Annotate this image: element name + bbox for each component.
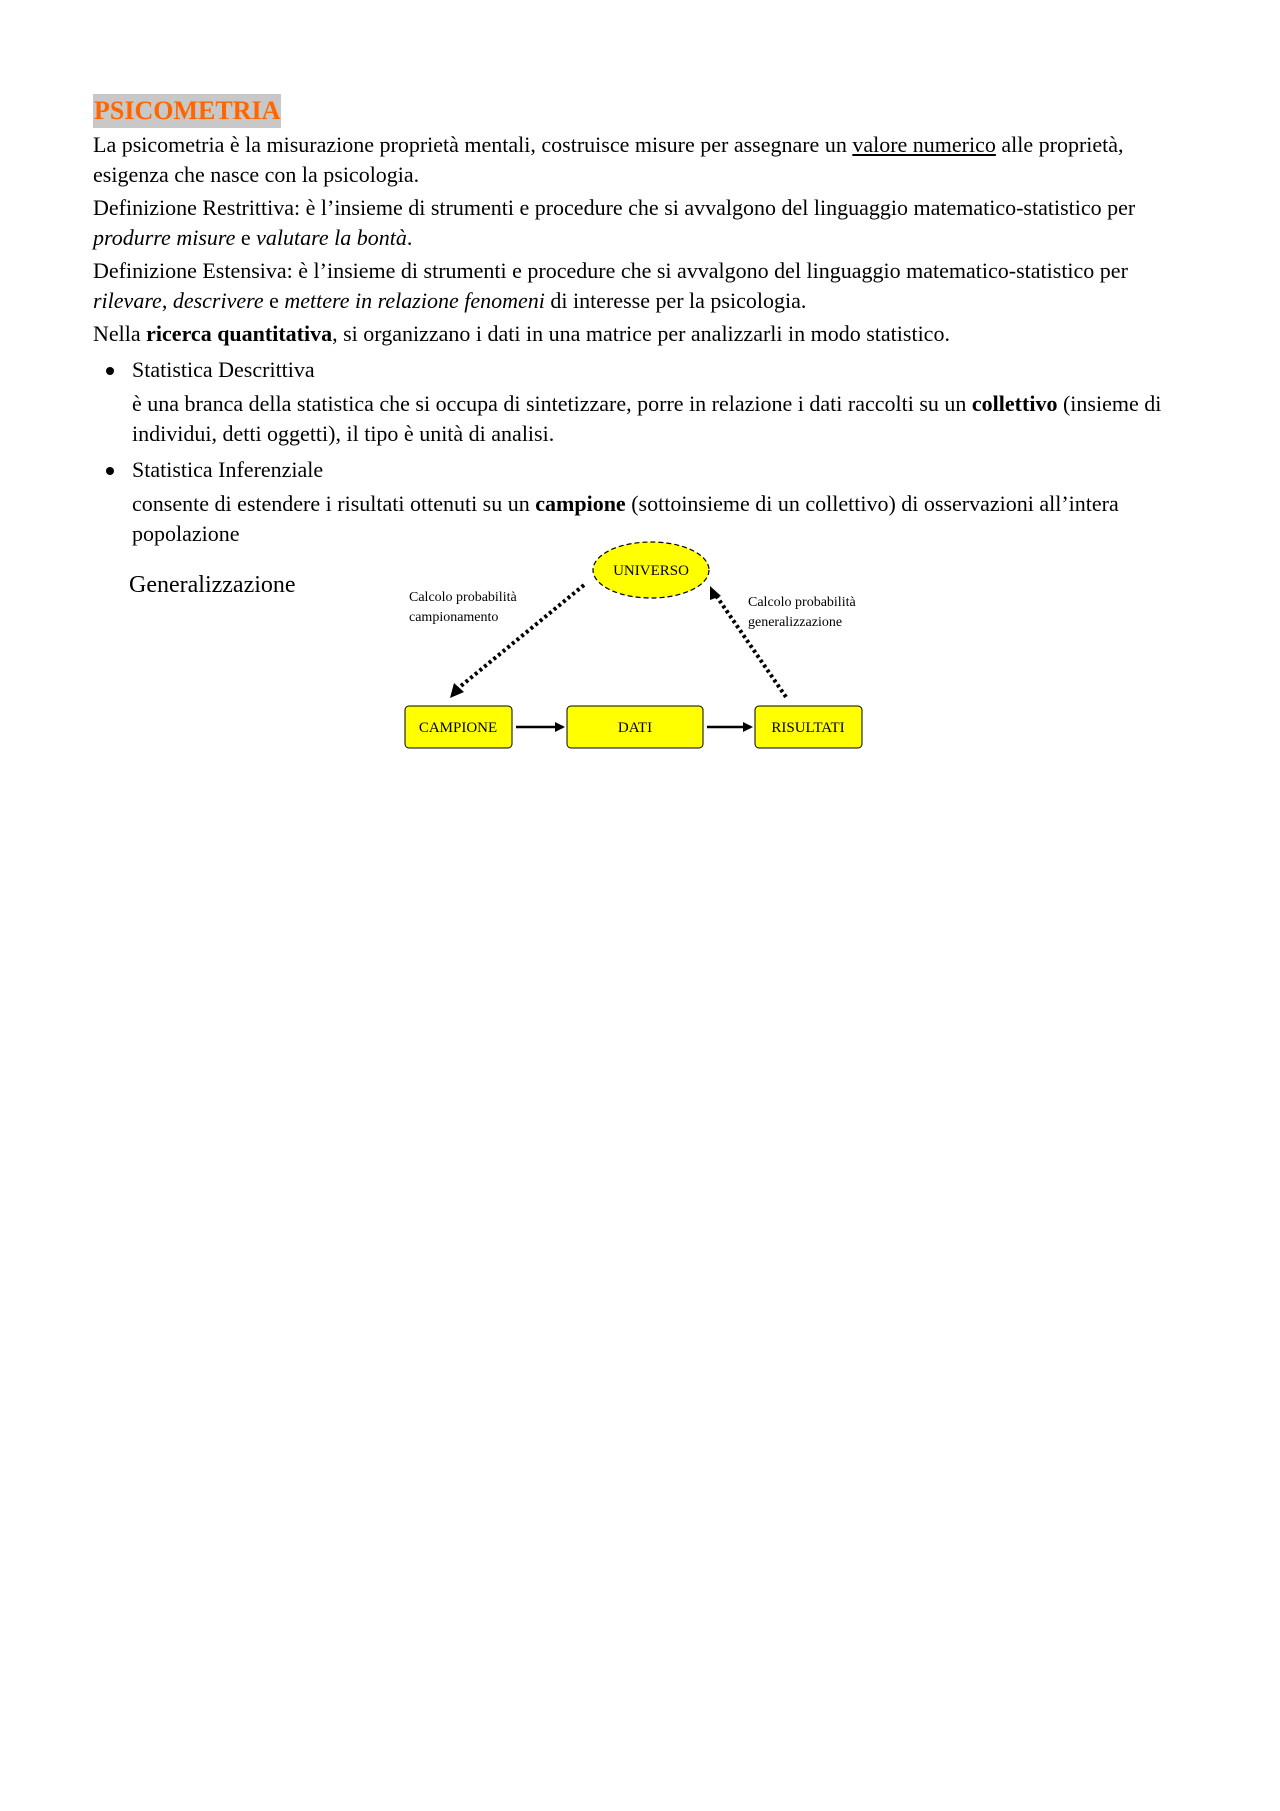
def-text: ,: [161, 288, 173, 313]
right-label-line1: Calcolo probabilità: [748, 595, 856, 610]
inference-diagram: [390, 540, 910, 770]
ricerca-text-end: , si organizzano i dati in una matrice per analizzarli in modo statistico.: [332, 321, 950, 346]
bold-term: ricerca quantitativa: [146, 321, 333, 346]
italic-term: mettere in relazione fenomeni: [284, 288, 545, 313]
def-text: Definizione Restrittiva: è l’insieme di strumenti e procedure che si avvalgono del linguaggio matematico-statistico per: [93, 195, 1136, 220]
list-item: [93, 355, 1193, 385]
list-item: [93, 455, 1193, 485]
italic-term: valutare la bontà: [256, 225, 407, 250]
intro-paragraph: [93, 130, 1193, 190]
page-title: PSICOMETRIA: [93, 94, 281, 128]
universo-label: UNIVERSO: [613, 563, 689, 579]
italic-term: rilevare: [93, 288, 162, 313]
list-item-description: [93, 389, 1193, 449]
definition-estensiva: [93, 256, 1193, 316]
list-item-label: Statistica Descrittiva: [132, 357, 315, 382]
left-label-line1: Calcolo probabilità: [409, 590, 517, 605]
desc-text: consente di estendere i risultati ottenuti su un: [132, 491, 536, 516]
italic-term: produrre misure: [93, 225, 236, 250]
arrow-head-generalizzazione: [710, 586, 721, 600]
bullet-icon: [106, 467, 114, 475]
def-text: di interesse per la psicologia.: [544, 288, 807, 313]
campione-label: CAMPIONE: [418, 720, 498, 736]
right-label-line2: generalizzazione: [748, 615, 843, 630]
risultati-label: RISULTATI: [771, 720, 845, 736]
def-text: e: [235, 225, 257, 250]
ricerca-text: Nella: [93, 321, 147, 346]
def-text: .: [406, 225, 413, 250]
bold-term: collettivo: [971, 391, 1058, 416]
def-text: Definizione Estensiva: è l’insieme di strumenti e procedure che si avvalgono del linguaggio matematico-statistico per: [93, 258, 1128, 283]
underlined-term: valore numerico: [852, 132, 996, 157]
def-text: e: [263, 288, 285, 313]
intro-text-end: alle proprietà, esigenza che nasce con la psicologia.: [93, 132, 1124, 187]
bold-term: campione: [535, 491, 626, 516]
left-label-line2: campionamento: [409, 610, 499, 625]
list-item-label: Statistica Inferenziale: [132, 457, 324, 482]
document-body: [93, 94, 1193, 551]
generalizzazione-label: Generalizzazione: [129, 572, 296, 598]
desc-text: (sottoinsieme di un collettivo) di osservazioni all’intera popolazione: [132, 491, 1119, 546]
intro-text: La psicometria è la misurazione proprietà mentali, costruisce misure per assegnare un: [93, 132, 853, 157]
italic-term: descrivere: [172, 288, 264, 313]
dati-label: DATI: [617, 720, 653, 736]
bullet-icon: [106, 367, 114, 375]
desc-text: è una branca della statistica che si occupa di sintetizzare, porre in relazione i dati raccolti su un: [132, 391, 972, 416]
desc-text: (insieme di individui, detti oggetti), il tipo è unità di analisi.: [132, 391, 1162, 446]
definition-restrittiva: [93, 193, 1193, 253]
ricerca-paragraph: [93, 319, 1193, 349]
